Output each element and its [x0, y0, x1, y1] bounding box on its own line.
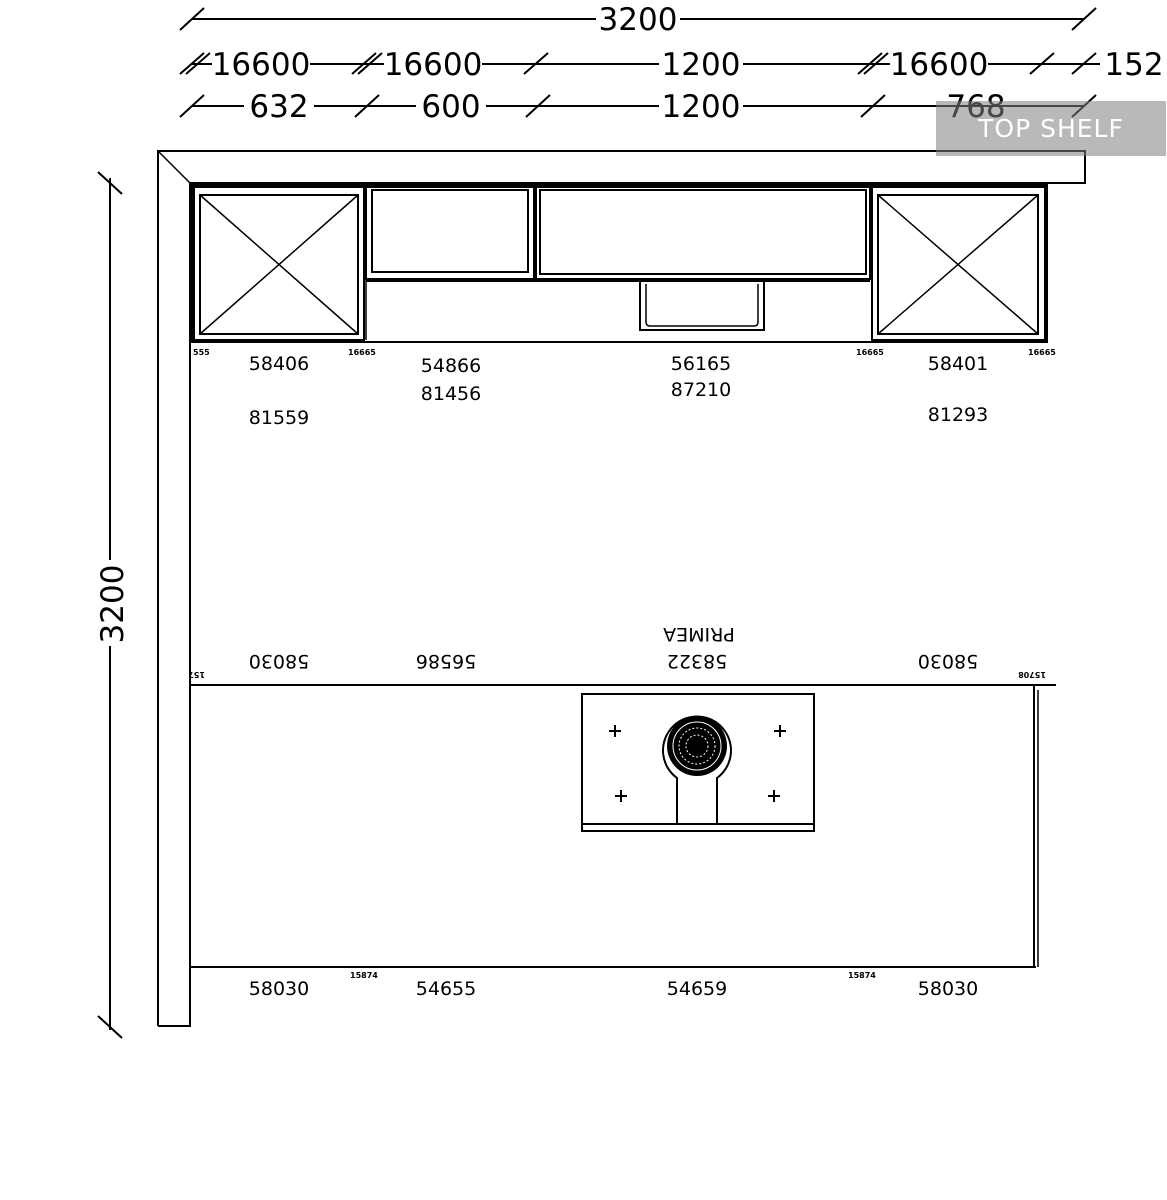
- upper-subcode-1: 81559: [248, 407, 310, 429]
- dimension-total-height-label: 3200: [95, 564, 131, 644]
- cabinet-sink: [366, 187, 870, 330]
- upper-cabinet-run: [190, 185, 1056, 429]
- dimension-row-1: [180, 47, 1164, 83]
- upper-code-2: 54866: [420, 355, 482, 377]
- cabinet-right-corner: [872, 187, 1045, 340]
- island-rot-appliance: PRIMEA: [663, 623, 735, 645]
- island-code-2: 54655: [415, 978, 477, 1000]
- island-code-1: 58030: [248, 978, 310, 1000]
- dimension-row1-label-3: 1200: [661, 47, 741, 83]
- dimension-row2-label-3: 1200: [661, 89, 741, 125]
- dimension-row1-label-4: 16600: [889, 47, 989, 83]
- upper-subcode-4: 81293: [927, 404, 989, 426]
- upper-small-label-2: 16665: [348, 348, 376, 357]
- dimension-total-width-label: 3200: [598, 2, 678, 38]
- dimension-row2-label-1: 632: [249, 89, 309, 125]
- dimension-total-height: [94, 172, 131, 1038]
- sink-bowl: [640, 282, 764, 330]
- dimension-row1-label-2: 16600: [383, 47, 483, 83]
- island-lower-small-1: 15874: [350, 971, 378, 980]
- island-upper-labels: [188, 623, 1046, 679]
- upper-small-label-3: 16665: [856, 348, 884, 357]
- upper-code-3: 56165: [670, 353, 732, 375]
- watermark: TOP SHELF: [936, 101, 1166, 156]
- dimension-row2-label-2: 600: [421, 89, 481, 125]
- dimension-row1-label-5: 152: [1104, 47, 1164, 83]
- kitchen-island: [190, 685, 1056, 1000]
- upper-small-label-1: 555: [193, 348, 210, 357]
- island-rot-code-4: 58030: [917, 650, 979, 672]
- upper-code-1: 58406: [248, 353, 310, 375]
- upper-subcode-2: 81456: [420, 383, 482, 405]
- cooktop: [582, 694, 814, 831]
- island-lower-small-2: 15874: [848, 971, 876, 980]
- dimension-row1-label-1: 16600: [211, 47, 311, 83]
- island-code-4: 58030: [917, 978, 979, 1000]
- dimension-total-width: [180, 2, 1096, 38]
- island-code-3: 54659: [666, 978, 728, 1000]
- cabinet-left-corner: [194, 187, 364, 340]
- island-small-label-1: 157: [188, 670, 205, 679]
- walls: [158, 151, 1085, 1026]
- cabinet-wall-2: [366, 187, 534, 340]
- upper-code-4: 58401: [927, 353, 989, 375]
- upper-subcode-3: 87210: [670, 379, 732, 401]
- upper-small-label-4: 16665: [1028, 348, 1056, 357]
- island-small-label-2: 15708: [1018, 670, 1046, 679]
- downdraft-vent: [663, 716, 731, 824]
- island-rot-code-2: 56586: [415, 650, 477, 672]
- island-rot-code-3: 58322: [666, 650, 728, 672]
- island-rot-code-1: 58030: [248, 650, 310, 672]
